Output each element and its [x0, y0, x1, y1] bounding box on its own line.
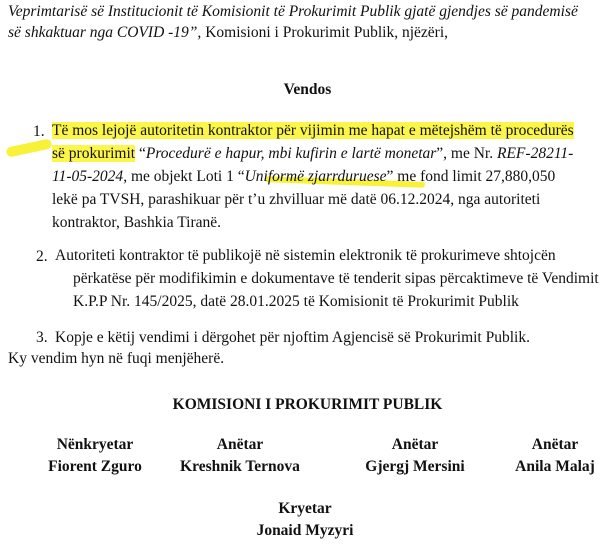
- item-1-line-2-highlight: së prokurimit: [52, 145, 136, 162]
- item-1-ref-part-1: REF-28211-: [497, 145, 574, 162]
- signatory-3: [350, 434, 480, 478]
- item-1-line-4: lekë pa TVSH, parashikuar për t’u zhvilluar më datë 06.12.2024, nga autoriteti: [52, 191, 541, 208]
- item-2-text: [55, 244, 556, 267]
- item-1-ref-part-2: 11-05-2024: [52, 168, 124, 185]
- item-1-ref-label: ”, me Nr.: [436, 145, 497, 162]
- item-3-number: 3.: [36, 329, 48, 346]
- highlight-swash-left: [5, 138, 52, 157]
- chair-role: Kryetar: [278, 500, 332, 517]
- signatory-name: Anila Malaj: [515, 458, 595, 475]
- signatory-1: [40, 434, 150, 478]
- signatory-4: [500, 434, 610, 478]
- item-3-line-1: Kopje e këtij vendimi i dërgohet për njoftim Agjencisë së Prokurimit Publik.: [55, 329, 530, 346]
- chair-name: Jonaid Myzyri: [256, 522, 354, 539]
- item-1-lot-object: Uniformë zjarrduruese: [244, 168, 387, 185]
- item-1-fund-limit: ” me fond limit 27,880,050: [386, 168, 556, 185]
- item-2-line-2: përkatëse për modifikimin e dokumentave të tenderit sipas përcaktimeve të Vendimit: [73, 270, 599, 287]
- signatory-name: Gjergj Mersini: [365, 458, 465, 475]
- signatory-name: Kreshnik Ternova: [180, 458, 300, 475]
- signatory-role: Anëtar: [531, 436, 579, 453]
- signatory-name: Fiorent Zguro: [48, 458, 142, 475]
- intro-line-2-text: Komisioni i Prokurimit Publik, njëzëri,: [201, 24, 449, 41]
- item-1-lot-label: , me objekt Loti 1 “: [123, 168, 245, 185]
- intro-paragraph: [8, 1, 578, 43]
- intro-line-1: Veprimtarisë së Institucionit të Komisionit të Prokurimit Publik gjatë gjendjes së pandemisë: [8, 3, 578, 20]
- signatory-role: Anëtar: [391, 436, 439, 453]
- chair-signatory: [230, 498, 380, 542]
- signatory-role: Nënkryetar: [56, 436, 134, 453]
- item-2-line-1: Autoriteti kontraktor të publikojë në sistemin elektronik të prokurimeve shtojcën: [55, 247, 556, 264]
- item-2-line-3: K.P.P Nr. 145/2025, datë 28.01.2025 të Komisionit të Prokurimit Publik: [73, 293, 519, 310]
- item-1-line-1: Të mos lejojë autoritetin kontraktor për vijimin me hapat e mëtejshëm të procedurës: [52, 122, 574, 139]
- signatory-role: Anëtar: [216, 436, 264, 453]
- intro-line-2-italic: së shkaktuar nga COVID -19”,: [8, 24, 202, 41]
- commission-title: KOMISIONI I PROKURIMIT PUBLIK: [172, 396, 443, 413]
- item-1-line-5: kontraktor, Bashkia Tiranë.: [52, 214, 222, 231]
- item-2-continuation: [73, 267, 599, 313]
- closing-sentence: Ky vendim hyn në fuqi menjëherë.: [8, 350, 225, 367]
- decision-heading: Vendos: [283, 81, 332, 98]
- item-1-number: 1.: [33, 123, 45, 140]
- item-1-quote-open: “: [135, 145, 146, 162]
- item-1-text: [52, 119, 608, 234]
- signatory-2: [170, 434, 310, 478]
- item-2-number: 2.: [36, 248, 48, 265]
- item-1-procedure-type: Procedurë e hapur, mbi kufirin e lartë monetar: [145, 145, 437, 162]
